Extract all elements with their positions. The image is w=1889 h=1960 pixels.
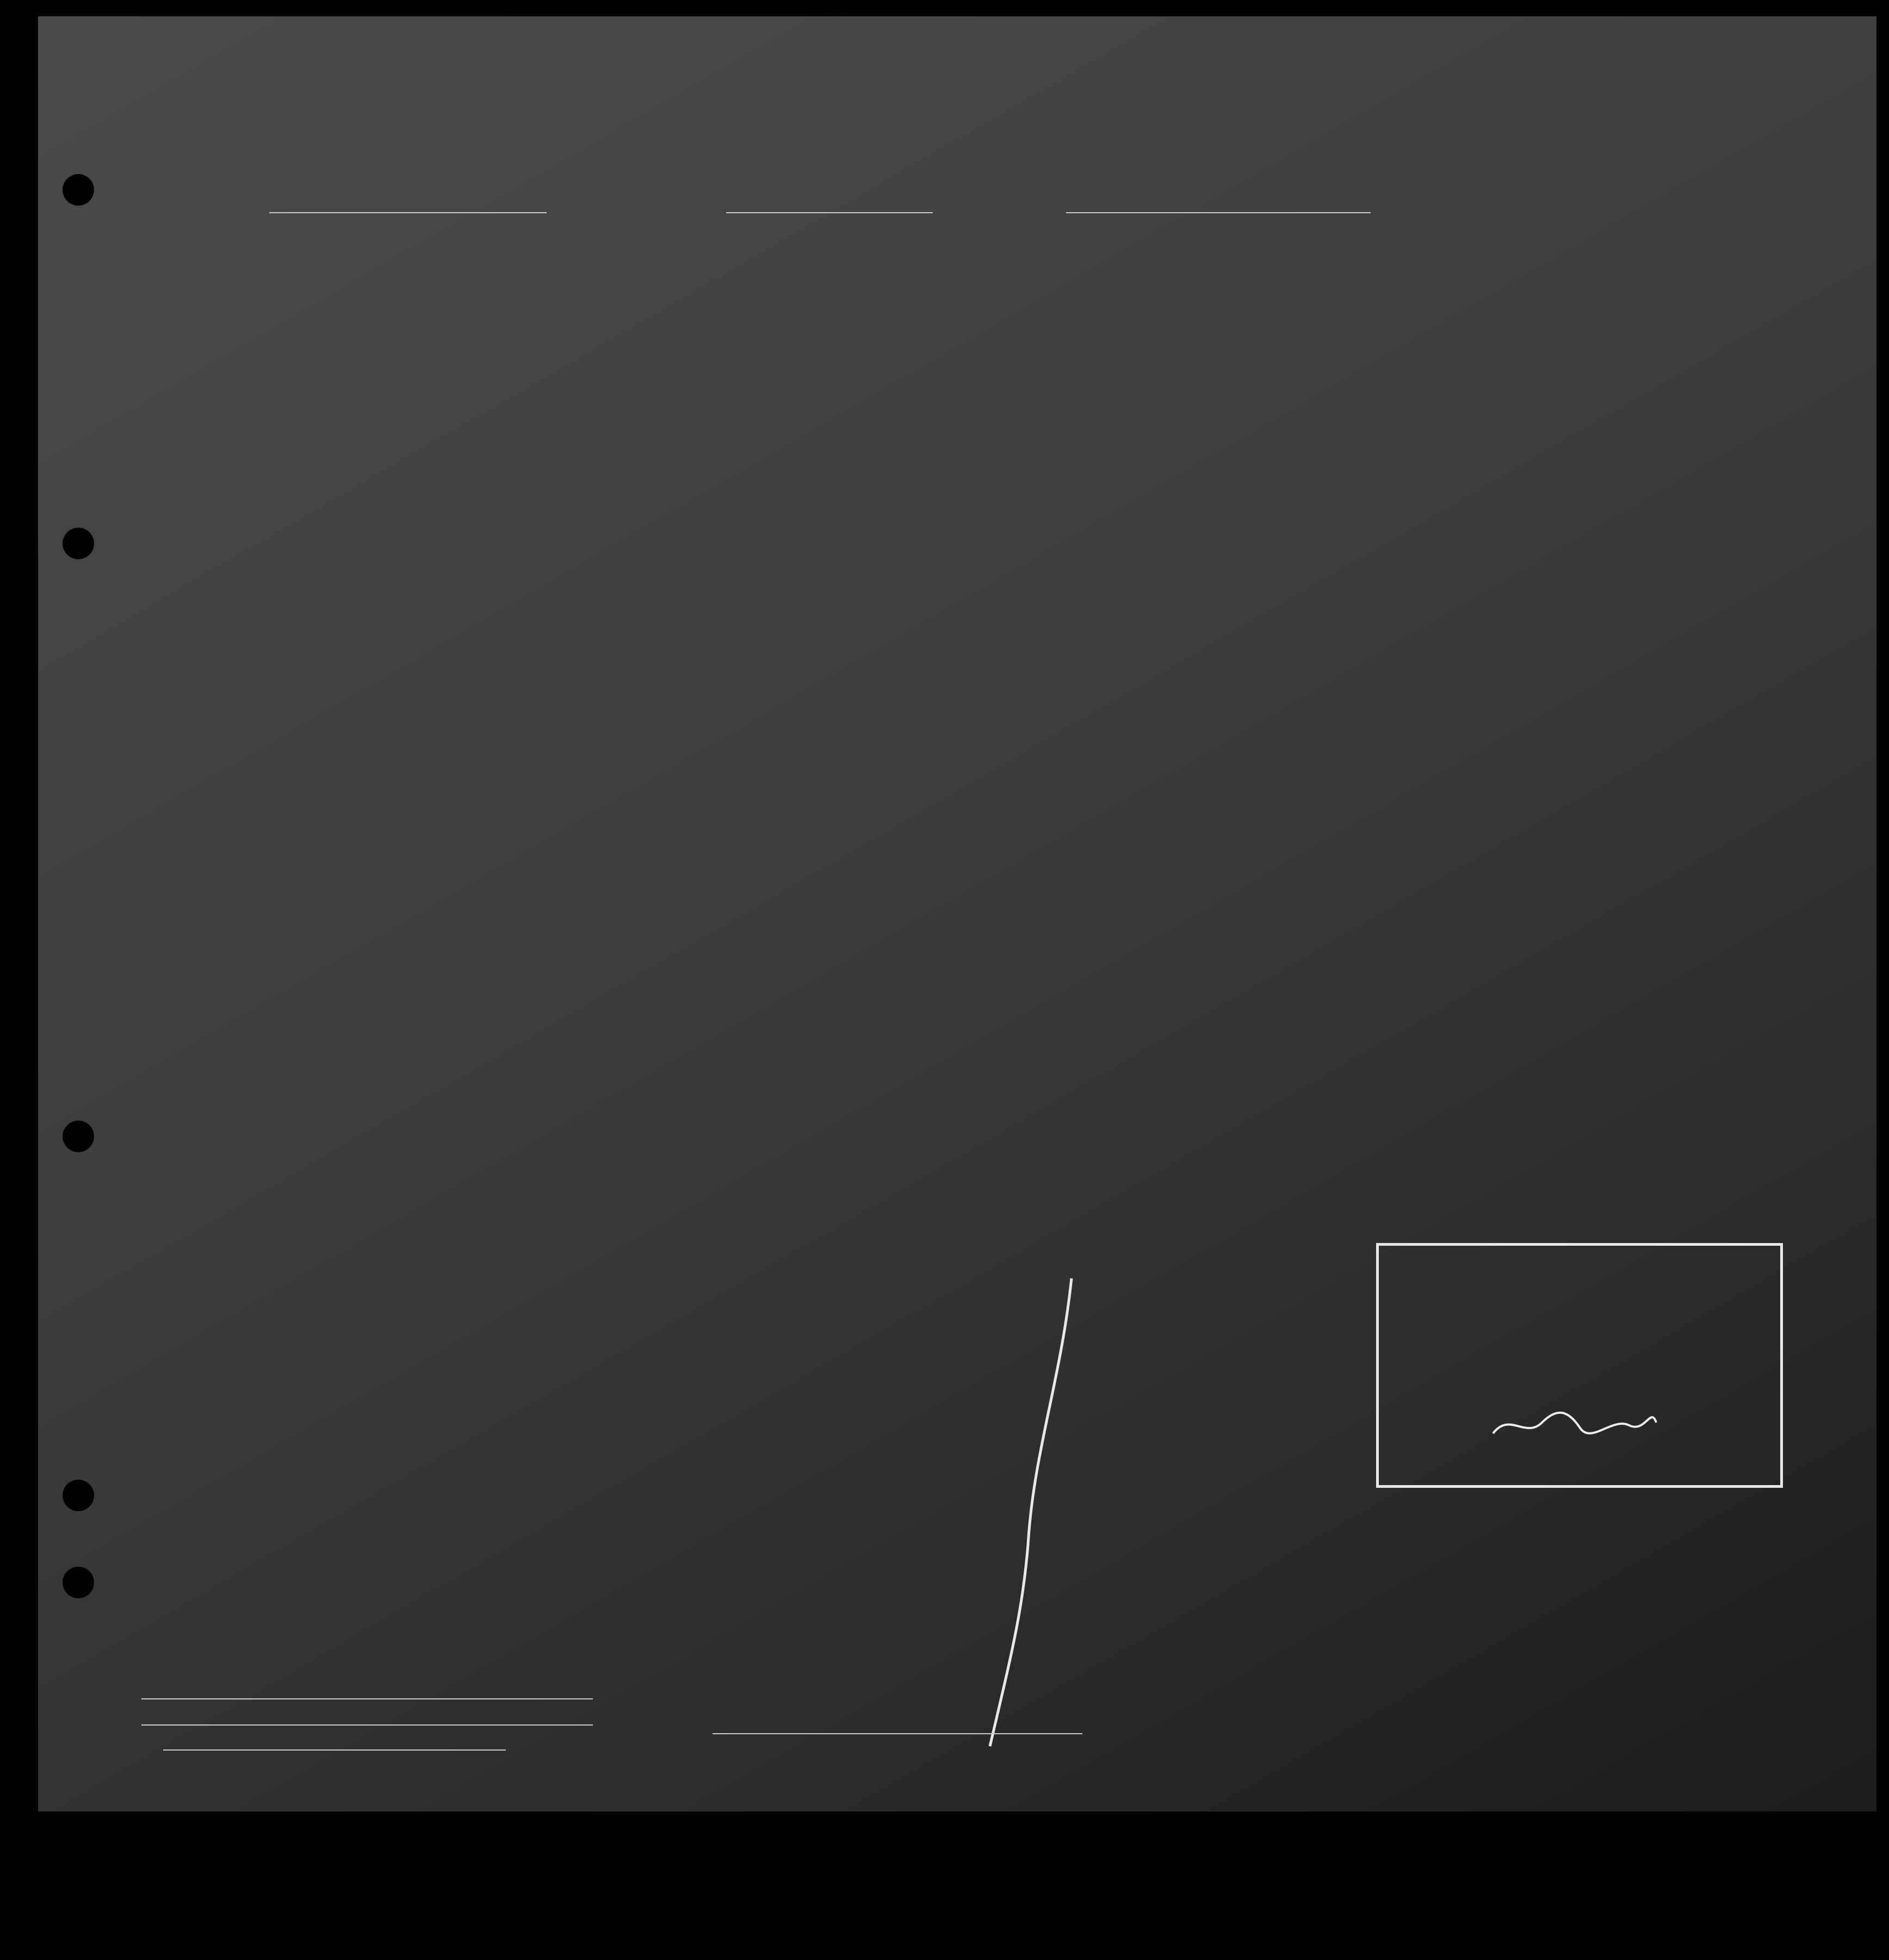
footer-rule: [141, 1698, 593, 1699]
footer-rule: [141, 1724, 593, 1726]
punch-hole: [63, 1567, 94, 1598]
manifest-sheet: [38, 16, 1876, 1811]
inspector-rule: [713, 1733, 1082, 1734]
consulate-stamp: [1376, 1243, 1783, 1488]
punch-hole: [63, 1480, 94, 1511]
inspector-signature-stroke: [968, 1273, 1077, 1752]
vice-consul-signature: [1488, 1401, 1662, 1450]
footer-rule: [163, 1749, 506, 1751]
port-underline: [726, 212, 933, 213]
punch-hole: [63, 1121, 94, 1152]
punch-hole: [63, 174, 94, 206]
punch-hole: [63, 528, 94, 559]
arrival-underline: [1066, 212, 1371, 213]
vessel-underline: [269, 212, 547, 213]
